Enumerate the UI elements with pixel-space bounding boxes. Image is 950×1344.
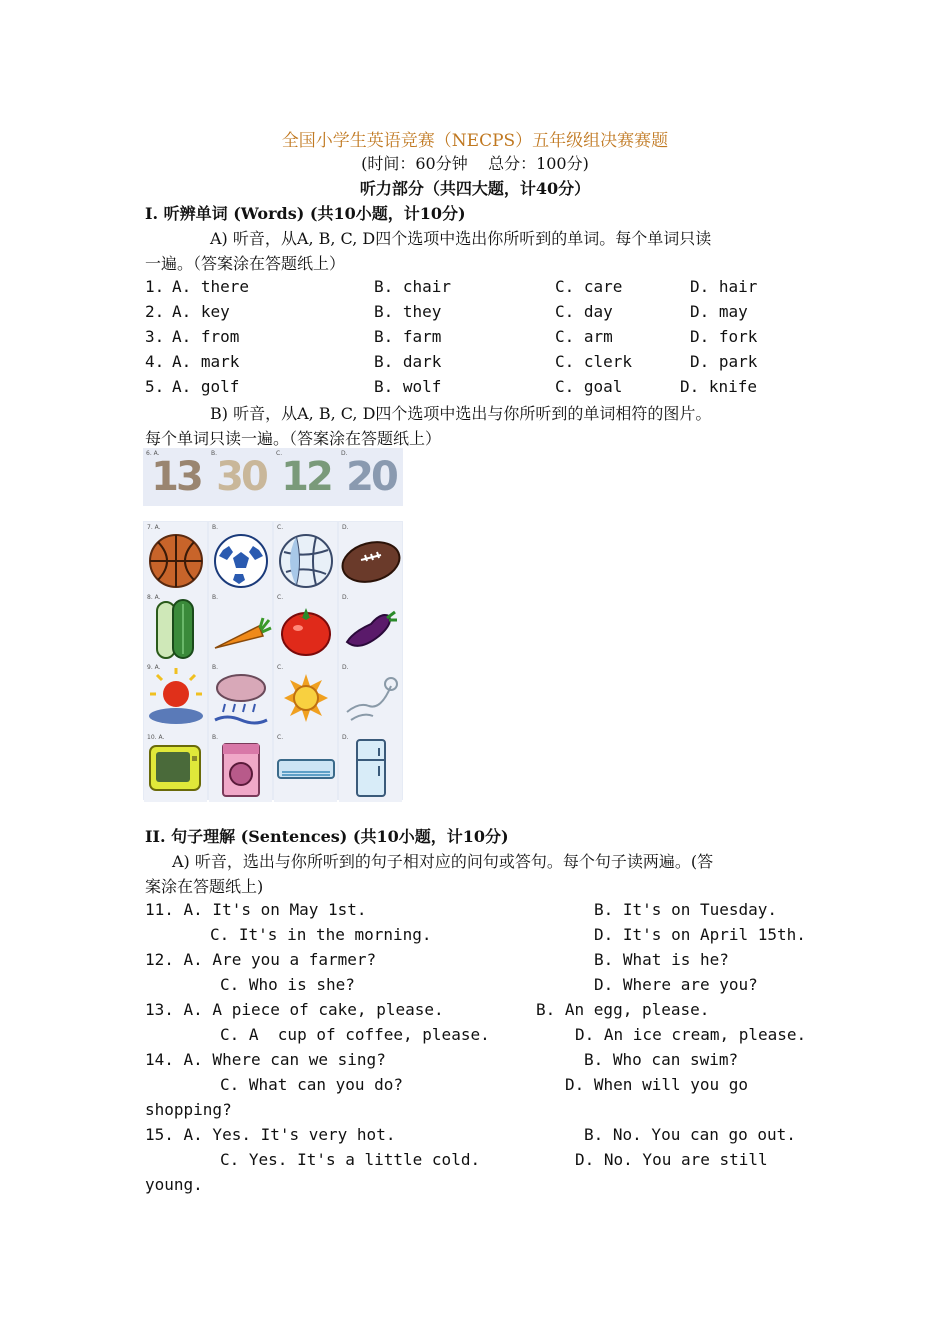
option-c: C. day	[555, 302, 613, 321]
q14-option-a: 14. A. Where can we sing?	[145, 1050, 386, 1069]
q15-option-d: D. No. You are still	[575, 1150, 768, 1169]
option-label: D.	[342, 664, 349, 671]
option-label: C.	[277, 664, 284, 671]
picture-options-grid	[143, 521, 403, 800]
option-label: C.	[277, 734, 284, 741]
numbers-picture-strip	[143, 448, 403, 506]
option-label: B.	[212, 664, 219, 671]
option-b: B. dark	[374, 352, 442, 371]
option-b: B. farm	[374, 327, 442, 346]
q15-option-a: 15. A. Yes. It's very hot.	[145, 1125, 396, 1144]
carrot-cell	[209, 592, 272, 662]
option-d: D. knife	[680, 377, 758, 396]
option-label: 9. A.	[147, 664, 161, 671]
q13-option-a: 13. A. A piece of cake, please.	[145, 1000, 444, 1019]
q12-option-c: C. Who is she?	[220, 975, 355, 994]
option-a: A. there	[172, 277, 250, 296]
q14-option-b: B. Who can swim?	[584, 1050, 739, 1069]
section2-partA-instruction-line1: A) 听音，选出与你所听到的句子相对应的问句或答句。每个句子读两遍。(答	[172, 852, 714, 871]
number-cell	[208, 448, 273, 506]
option-label: B.	[212, 734, 219, 741]
option-label: 6. A.	[146, 450, 160, 457]
carrot-icon	[209, 592, 272, 662]
washing-machine-icon	[209, 732, 272, 802]
option-label: B.	[212, 594, 219, 601]
section1-partA-instruction-line1: A) 听音，从A, B, C, D四个选项中选出你所听到的单词。每个单词只读	[210, 229, 712, 248]
q12-option-b: B. What is he?	[594, 950, 729, 969]
option-label: 8. A.	[147, 594, 161, 601]
section1-heading: I. 听辨单词 (Words) (共10小题，计10分)	[145, 204, 466, 223]
q12-option-a: 12. A. Are you a farmer?	[145, 950, 377, 969]
option-a: A. golf	[172, 377, 240, 396]
question-number: 4.	[145, 352, 165, 371]
option-b: B. chair	[374, 277, 452, 296]
question-number: 3.	[145, 327, 165, 346]
soccer-ball-cell	[209, 522, 272, 592]
wind-icon	[339, 662, 402, 732]
sun-cloud-cell	[144, 662, 207, 732]
section2-partA-instruction-line2: 案涂在答题纸上)	[145, 877, 264, 896]
q15-option-d-continued: young.	[145, 1175, 203, 1194]
sun-cell	[274, 662, 337, 732]
q11-option-a: 11. A. It's on May 1st.	[145, 900, 367, 919]
option-label: 7. A.	[147, 524, 161, 531]
option-b: B. wolf	[374, 377, 442, 396]
cucumber-icon	[144, 592, 207, 662]
listening-part-heading: 听力部分（共四大题，计40分）	[359, 179, 591, 198]
option-d: D. park	[690, 352, 758, 371]
q15-option-b: B. No. You can go out.	[584, 1125, 796, 1144]
question-number: 5.	[145, 377, 165, 396]
option-label: D.	[342, 524, 349, 531]
fridge-icon	[339, 732, 402, 802]
option-label: 10. A.	[147, 734, 165, 741]
tomato-icon	[274, 592, 337, 662]
option-d: D. may	[690, 302, 748, 321]
q13-option-c: C. A cup of coffee, please.	[220, 1025, 490, 1044]
tomato-cell	[274, 592, 337, 662]
option-c: C. clerk	[555, 352, 633, 371]
basketball-cell	[144, 522, 207, 592]
eggplant-cell	[339, 592, 402, 662]
option-c: C. arm	[555, 327, 613, 346]
air-conditioner-icon	[274, 732, 337, 802]
section1-partB-instruction-line1: B) 听音，从A, B, C, D四个选项中选出与你所听到的单词相符的图片。	[210, 404, 712, 423]
q13-option-b: B. An egg, please.	[536, 1000, 710, 1019]
rain-cloud-icon	[209, 662, 272, 732]
soccer-ball-icon	[209, 522, 272, 592]
q11-option-b: B. It's on Tuesday.	[594, 900, 778, 919]
option-label: D.	[342, 734, 349, 741]
option-label: C.	[276, 450, 283, 457]
sun-cloud-icon	[144, 662, 207, 732]
option-label: C.	[277, 594, 284, 601]
option-label: C.	[277, 524, 284, 531]
question-number: 2.	[145, 302, 165, 321]
q12-option-d: D. Where are you?	[594, 975, 758, 994]
number-12: 12	[281, 454, 331, 500]
time-score-line: (时间：60分钟 总分：100分)	[361, 154, 589, 173]
number-cell	[273, 448, 338, 506]
option-a: A. key	[172, 302, 230, 321]
air-conditioner-cell	[274, 732, 337, 802]
eggplant-icon	[339, 592, 402, 662]
option-label: B.	[212, 524, 219, 531]
option-d: D. fork	[690, 327, 758, 346]
q14-option-c: C. What can you do?	[220, 1075, 404, 1094]
q14-option-d-continued: shopping?	[145, 1100, 232, 1119]
volleyball-icon	[274, 522, 337, 592]
option-d: D. hair	[690, 277, 758, 296]
number-cell	[338, 448, 403, 506]
question-number: 1.	[145, 277, 165, 296]
section2-heading: II. 句子理解 (Sentences) (共10小题，计10分)	[145, 827, 509, 846]
option-label: D.	[342, 594, 349, 601]
sun-icon	[274, 662, 337, 732]
number-cell	[143, 448, 208, 506]
option-b: B. they	[374, 302, 442, 321]
option-c: C. care	[555, 277, 623, 296]
option-a: A. from	[172, 327, 240, 346]
q13-option-d: D. An ice cream, please.	[575, 1025, 807, 1044]
tv-cell	[144, 732, 207, 802]
wind-cell	[339, 662, 402, 732]
option-label: B.	[211, 450, 218, 457]
rain-cloud-cell	[209, 662, 272, 732]
section1-partB-instruction-line2: 每个单词只读一遍。（答案涂在答题纸上）	[145, 429, 442, 448]
basketball-icon	[144, 522, 207, 592]
q15-option-c: C. Yes. It's a little cold.	[220, 1150, 481, 1169]
option-a: A. mark	[172, 352, 240, 371]
option-label: D.	[341, 450, 348, 457]
volleyball-cell	[274, 522, 337, 592]
fridge-cell	[339, 732, 402, 802]
football-cell	[339, 522, 402, 592]
exam-title: 全国小学生英语竞赛（NECPS）五年级组决赛赛题	[281, 131, 669, 151]
option-c: C. goal	[555, 377, 623, 396]
q11-option-c: C. It's in the morning.	[210, 925, 432, 944]
cucumber-cell	[144, 592, 207, 662]
washing-machine-cell	[209, 732, 272, 802]
number-30: 30	[216, 454, 266, 500]
section1-partA-instruction-line2: 一遍。（答案涂在答题纸上）	[145, 254, 346, 273]
football-icon	[339, 522, 402, 592]
number-13: 13	[151, 454, 201, 500]
q11-option-d: D. It's on April 15th.	[594, 925, 806, 944]
tv-icon	[144, 732, 207, 802]
number-20: 20	[346, 454, 396, 500]
q14-option-d: D. When will you go	[565, 1075, 749, 1094]
